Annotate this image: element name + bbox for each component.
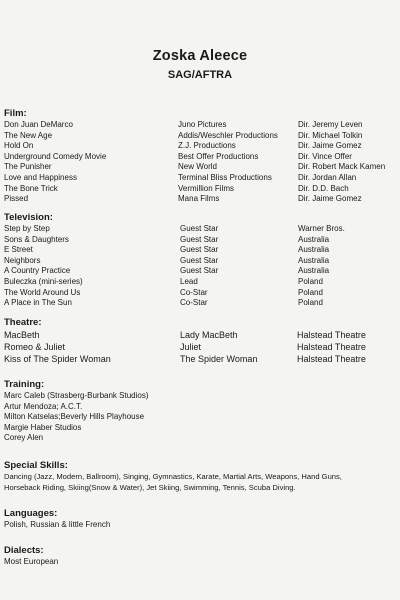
film-title: The Bone Trick [4,183,58,193]
tv-title: Neighbors [4,255,41,265]
film-studio: Z.J. Productions [178,141,236,151]
theatre-play: MacBeth [4,330,40,340]
tv-title: Sons & Daughters [4,234,69,244]
tv-title: A Place in The Sun [4,298,72,308]
tv-title: Step by Step [4,224,50,233]
tv-role: Guest Star [180,245,219,255]
theatre-play: Romeo & Juliet [4,342,66,352]
film-studio: Terminal Bliss Productions [178,172,272,182]
tv-title: Buleczka (mini-series) [4,276,83,286]
theatre-row [4,341,396,353]
union-affiliation: SAG/AFTRA [167,69,233,81]
tv-row [4,277,396,288]
dialects-line: Most European [4,557,59,566]
film-title: Hold On [4,141,34,151]
tv-network: Poland [298,287,323,297]
tv-role: Guest Star [180,255,219,265]
theatre-heading: Theatre: [4,317,42,328]
tv-row [4,245,396,256]
theatre-role: Lady MacBeth [180,330,238,340]
theatre-row [4,353,396,365]
tv-network: Warner Bros. [298,224,345,233]
actor-name: Zoska Aleece [152,48,248,64]
tv-title: A Country Practice [4,266,71,276]
tv-network: Australia [298,245,330,255]
languages-line: Polish, Russian & little French [4,520,111,529]
tv-title: The World Around Us [4,287,81,297]
film-section [4,108,396,205]
film-director: Dir. Michael Tolkin [298,130,363,140]
film-row [4,194,396,205]
tv-network: Poland [298,276,323,286]
film-title: The Punisher [4,162,52,172]
tv-row [4,224,396,235]
tv-title: E Street [4,245,33,255]
training-line: Margie Haber Studios [4,422,82,432]
film-director: Dir. Robert Mack Kamen [298,162,386,172]
film-director: Dir. D.D. Bach [298,183,349,193]
film-title: The New Age [4,130,53,140]
theatre-role: The Spider Woman [180,354,258,364]
film-director: Dir. Vince Offer [298,151,352,161]
film-director: Dir. Jaime Gomez [298,141,362,151]
training-line: Marc Caleb (Strasberg-Burbank Studios) [4,391,149,400]
film-heading: Film: [4,108,27,119]
skills-line: Dancing (Jazz, Modern, Ballroom), Singing, Gymnastics, Karate, Martial Arts, Weapons, Hand Guns, [4,472,342,481]
film-title: Love and Happiness [4,172,77,182]
film-title: Underground Comedy Movie [4,151,107,161]
tv-network: Australia [298,255,330,265]
television-section [4,212,396,309]
training-line: Corey Alen [4,433,44,443]
tv-row [4,235,396,246]
film-director: Dir. Jordan Allan [298,172,357,182]
film-studio: Best Offer Productions [178,151,259,161]
theatre-row [4,329,396,341]
film-title: Pissed [4,194,29,204]
film-studio: New World [178,162,217,172]
languages-heading: Languages: [4,508,58,519]
tv-role: Guest Star [180,234,219,244]
skills-heading: Special Skills: [4,460,68,471]
training-line: Artur Mendoza; A.C.T. [4,401,83,411]
tv-row [4,266,396,277]
film-studio: Addis/Weschler Productions [178,130,278,140]
tv-role: Lead [180,276,198,286]
tv-network: Poland [298,298,323,308]
television-heading: Television: [4,212,53,223]
skills-line: Horseback Riding, Skiing(Snow & Water), Jet Skiing, Swimming, Tennis, Scuba Diving. [4,482,296,492]
film-row [4,162,396,173]
theatre-play: Kiss of The Spider Woman [4,354,111,364]
tv-role: Co-Star [180,298,208,308]
film-row [4,141,396,152]
film-row [4,120,396,131]
theatre-venue: Halstead Theatre [297,342,366,352]
film-studio: Juno Pictures [178,120,227,129]
film-row [4,131,396,142]
tv-network: Australia [298,234,330,244]
film-row [4,184,396,195]
tv-role: Guest Star [180,266,219,276]
film-row [4,173,396,184]
skills-section [4,460,396,493]
tv-role: Co-Star [180,287,208,297]
training-line: Milton Katselas;Beverly Hills Playhouse [4,412,145,422]
film-director: Dir. Jaime Gomez [298,194,362,204]
film-row [4,152,396,163]
theatre-venue: Halstead Theatre [297,330,366,340]
training-heading: Training: [4,379,45,390]
tv-row [4,288,396,299]
film-title: Don Juan DeMarco [4,120,73,129]
dialects-heading: Dialects: [4,545,44,556]
tv-role: Guest Star [180,224,219,233]
theatre-section [4,317,396,365]
film-studio: Vermillion Films [178,183,235,193]
tv-row [4,256,396,267]
tv-network: Australia [298,266,330,276]
dialects-section [4,545,396,568]
film-director: Dir. Jeremy Leven [298,120,363,129]
training-section [4,379,396,444]
theatre-venue: Halstead Theatre [297,354,366,364]
languages-section [4,508,396,531]
theatre-role: Juliet [180,342,202,352]
film-studio: Mana Films [178,194,220,204]
tv-row [4,298,396,309]
